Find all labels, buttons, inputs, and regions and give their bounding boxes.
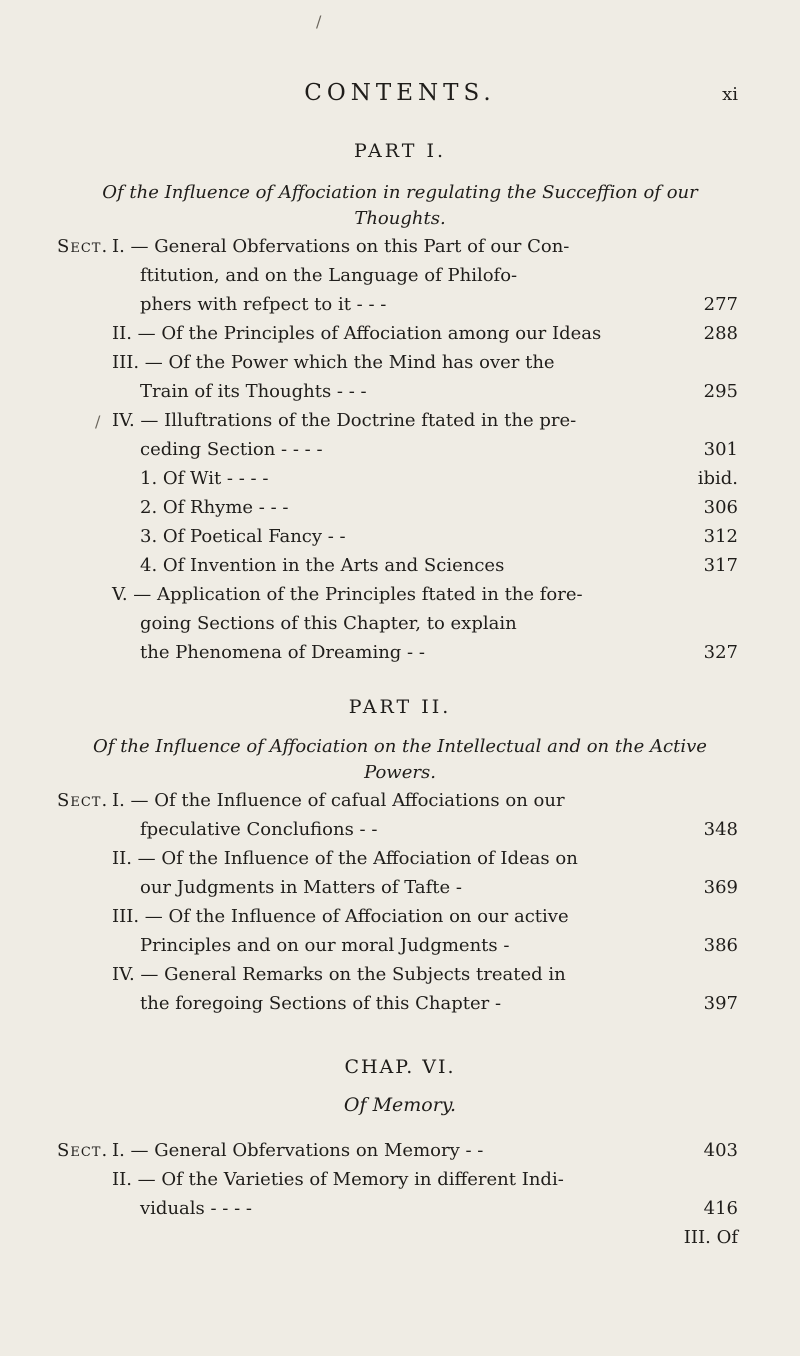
page-ref: 416: [703, 1198, 738, 1219]
toc-line: Train of its Thoughts - - -: [140, 381, 367, 402]
toc-line: IV. — General Remarks on the Subjects treated in: [112, 964, 566, 985]
toc-line: the Phenomena of Dreaming - -: [140, 642, 425, 663]
sect-label: Sect.: [57, 236, 109, 257]
toc-line: 3. Of Poetical Fancy - -: [140, 526, 346, 547]
toc-line: ftitution, and on the Language of Philofo-: [140, 265, 518, 286]
page-ref: 369: [703, 877, 738, 898]
page-ref: 301: [703, 439, 738, 460]
toc-line: viduals - - - -: [140, 1198, 252, 1219]
toc-line: 2. Of Rhyme - - -: [140, 497, 289, 518]
toc-line: III. — Of the Influence of Affociation on our active: [112, 906, 569, 927]
toc-line: I. — General Obfervations on Memory - -: [112, 1140, 484, 1161]
page-ref: 327: [703, 642, 738, 663]
chapter-subtitle: Of Memory.: [343, 1094, 457, 1116]
toc-line: IV. — Illuftrations of the Doctrine ftated in the pre-: [112, 410, 577, 431]
sect-label: Sect.: [57, 790, 109, 811]
toc-line: I. — General Obfervations on this Part of our Con-: [112, 236, 570, 257]
toc-line: I. — Of the Influence of cafual Affociations on our: [112, 790, 565, 811]
running-title: CONTENTS.: [304, 80, 496, 106]
page-ref: 317: [703, 555, 738, 576]
part-2-title: PART II.: [348, 696, 452, 718]
page-ref: 312: [703, 526, 738, 547]
page-ref: 397: [703, 993, 738, 1014]
toc-line: going Sections of this Chapter, to explain: [140, 613, 517, 634]
part-1-title: PART I.: [354, 140, 446, 162]
toc-line: V. — Application of the Principles ftated in the fore-: [112, 584, 583, 605]
toc-line: our Judgments in Matters of Tafte -: [140, 877, 462, 898]
catchword: III. Of: [683, 1227, 738, 1248]
page-ref: 403: [703, 1140, 738, 1161]
toc-line: 1. Of Wit - - - -: [140, 468, 269, 489]
chapter-title: CHAP. VI.: [344, 1056, 456, 1078]
page-ref: ibid.: [697, 468, 738, 489]
page-ref: 277: [703, 294, 738, 315]
part-1-subtitle: Of the Influence of Affociation in regulating the Succeffion of our Thoughts.: [102, 182, 698, 229]
toc-line: II. — Of the Influence of the Affociation of Ideas on: [112, 848, 578, 869]
stray-mark: /: [316, 12, 322, 31]
toc-line: III. — Of the Power which the Mind has over the: [112, 352, 555, 373]
toc-line: ceding Section - - - -: [140, 439, 323, 460]
toc-line: fpeculative Conclufions - -: [140, 819, 378, 840]
toc-line: II. — Of the Varieties of Memory in different Indi-: [112, 1169, 564, 1190]
margin-mark: /: [95, 412, 101, 431]
toc-line: 4. Of Invention in the Arts and Sciences: [140, 555, 505, 576]
page-ref: 348: [703, 819, 738, 840]
toc-line: phers with refpect to it - - -: [140, 294, 387, 315]
page-ref: 295: [703, 381, 738, 402]
sect-label: Sect.: [57, 1140, 109, 1161]
page-ref: 288: [703, 323, 738, 344]
part-2-subtitle: Of the Influence of Affociation on the Intellectual and on the Active Powers.: [93, 736, 707, 783]
page-ref: 306: [703, 497, 738, 518]
toc-line: II. — Of the Principles of Affociation among our Ideas: [112, 323, 602, 344]
toc-line: the foregoing Sections of this Chapter -: [140, 993, 502, 1014]
page-number: xi: [722, 84, 738, 105]
page-ref: 386: [703, 935, 738, 956]
toc-line: Principles and on our moral Judgments -: [140, 935, 510, 956]
